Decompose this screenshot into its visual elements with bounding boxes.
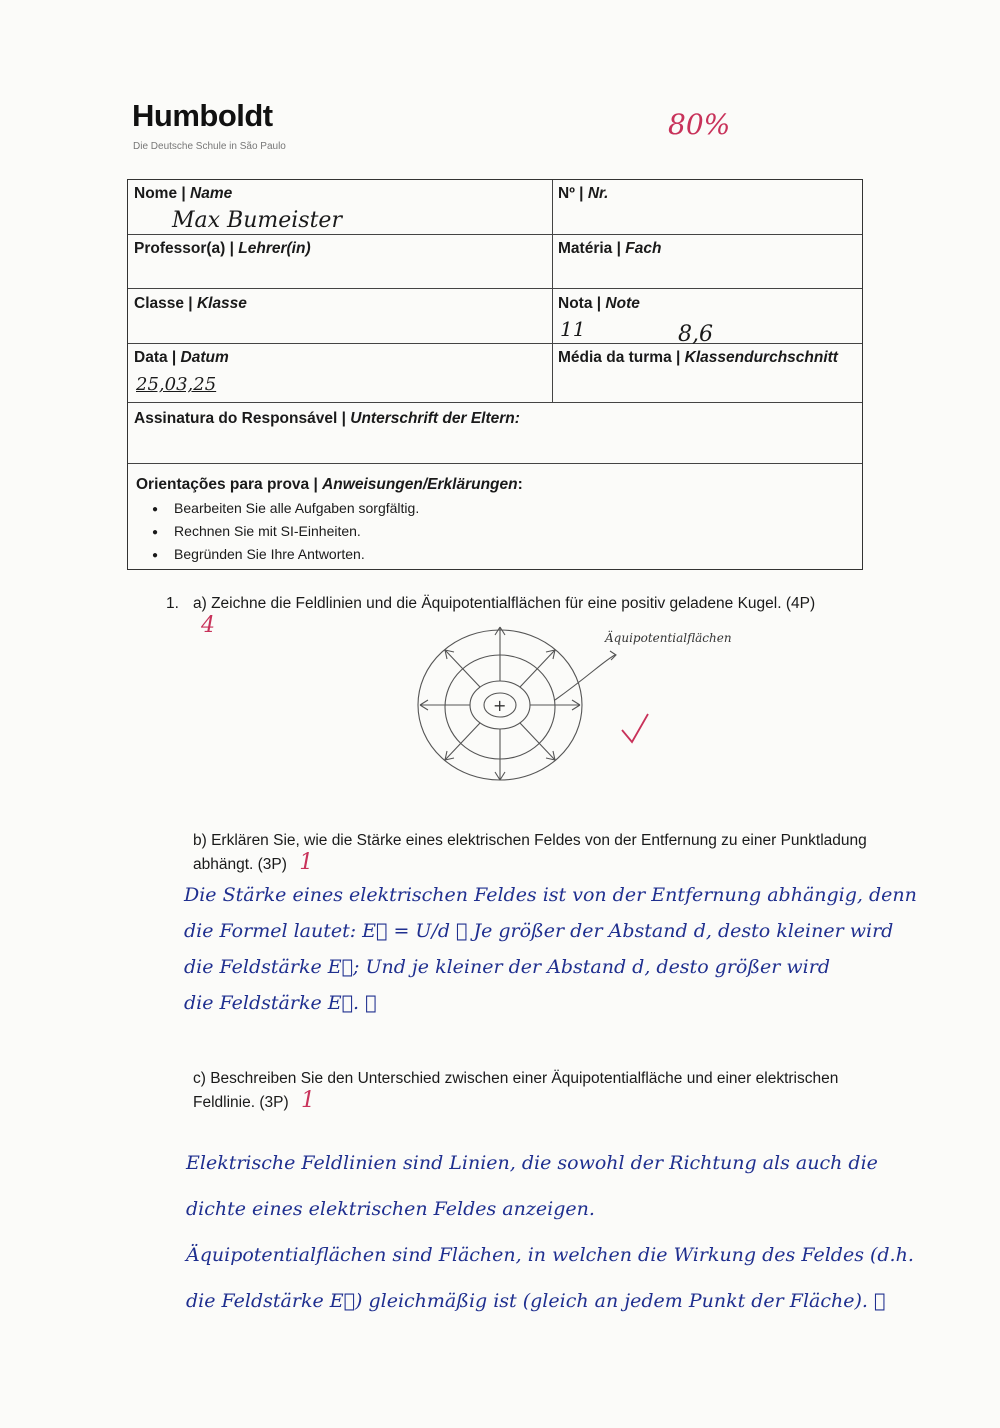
subject-label: Matéria | Fach	[558, 240, 662, 257]
row-divider	[128, 234, 862, 235]
question-1b-score: 1	[299, 850, 314, 875]
answer-1b	[184, 877, 917, 1021]
grade-percentage: 80%	[668, 108, 731, 141]
date-label: Data | Datum	[134, 349, 229, 366]
note-label: Nota | Note	[558, 295, 640, 312]
instruction-item: ● Bearbeiten Sie alle Aufgaben sorgfältig.	[152, 498, 523, 521]
school-logo: Humboldt	[132, 98, 273, 133]
answer-line: die Feldstärke E⃗) gleichmäßig ist (gleich an jedem Punkt der Fläche). ✗	[186, 1290, 886, 1312]
positive-charge-icon: +	[493, 696, 507, 715]
answer-1c	[186, 1140, 914, 1324]
question-1a-text: a) Zeichne die Feldlinien und die Äquipotentialflächen für eine positiv geladene Kugel. (4P) 4	[193, 595, 816, 638]
instruction-item: ● Begründen Sie Ihre Antworten.	[152, 544, 523, 567]
instruction-item: ● Rechnen Sie mit SI-Einheiten.	[152, 521, 523, 544]
sketch-label: Äquipotentialflächen	[605, 631, 732, 645]
note-value: 8,6	[678, 322, 713, 347]
row-divider	[128, 343, 862, 344]
answer-line: dichte eines elektrischen Feldes anzeigen.	[186, 1198, 595, 1220]
instructions-label: Orientações para prova | Anweisungen/Erklärungen:	[136, 476, 523, 493]
question-1a-score: 4	[201, 613, 215, 638]
name-label: Nome | Name	[134, 185, 233, 202]
question-number: 1.	[166, 595, 179, 612]
instructions-block	[136, 476, 523, 567]
row-divider	[128, 288, 862, 289]
question-1c-text: c) Beschreiben Sie den Unterschied zwischen einer Äquipotentialfläche und einer elektrischen Feldlinie. (3P) 1	[193, 1070, 839, 1113]
school-subtitle: Die Deutsche Schule in São Paulo	[133, 141, 286, 152]
class-label: Classe | Klasse	[134, 295, 247, 312]
date-value: 25,03,25	[136, 374, 217, 395]
answer-line: die Feldstärke E⃗. ✓	[184, 992, 377, 1014]
answer-line: Elektrische Feldlinien sind Linien, die sowohl der Richtung als auch die	[186, 1152, 878, 1174]
answer-line: Äquipotentialflächen sind Flächen, in welchen die Wirkung des Feldes (d.h.	[186, 1244, 914, 1266]
teacher-label: Professor(a) | Lehrer(in)	[134, 240, 311, 257]
answer-line: die Formel lautet: E⃗ = U/d ✗ Je größer der Abstand d, desto kleiner wird	[184, 920, 894, 942]
answer-line: die Feldstärke E⃗; Und je kleiner der Abstand d, desto größer wird	[184, 956, 830, 978]
question-1c-score: 1	[300, 1088, 315, 1113]
question-1b-text: b) Erklären Sie, wie die Stärke eines elektrischen Feldes von der Entfernung zu einer Punktladung abhängt. (3P) 1	[193, 832, 867, 875]
name-value: Max Bumeister	[172, 208, 342, 233]
class-average-label: Média da turma | Klassendurchschnitt	[558, 349, 838, 366]
instructions-list	[152, 498, 523, 567]
signature-label: Assinatura do Responsável | Unterschrift der Eltern:	[134, 410, 520, 427]
row-divider	[128, 402, 862, 403]
note-points: 11	[560, 317, 586, 341]
answer-line: Die Stärke eines elektrischen Feldes ist von der Entfernung abhängig, denn	[184, 884, 917, 906]
field-lines-sketch	[400, 615, 780, 790]
nr-label: Nº | Nr.	[558, 185, 609, 202]
checkmark-icon	[622, 714, 648, 742]
row-divider	[128, 463, 862, 464]
column-divider	[552, 180, 553, 403]
student-info-form	[127, 179, 863, 570]
